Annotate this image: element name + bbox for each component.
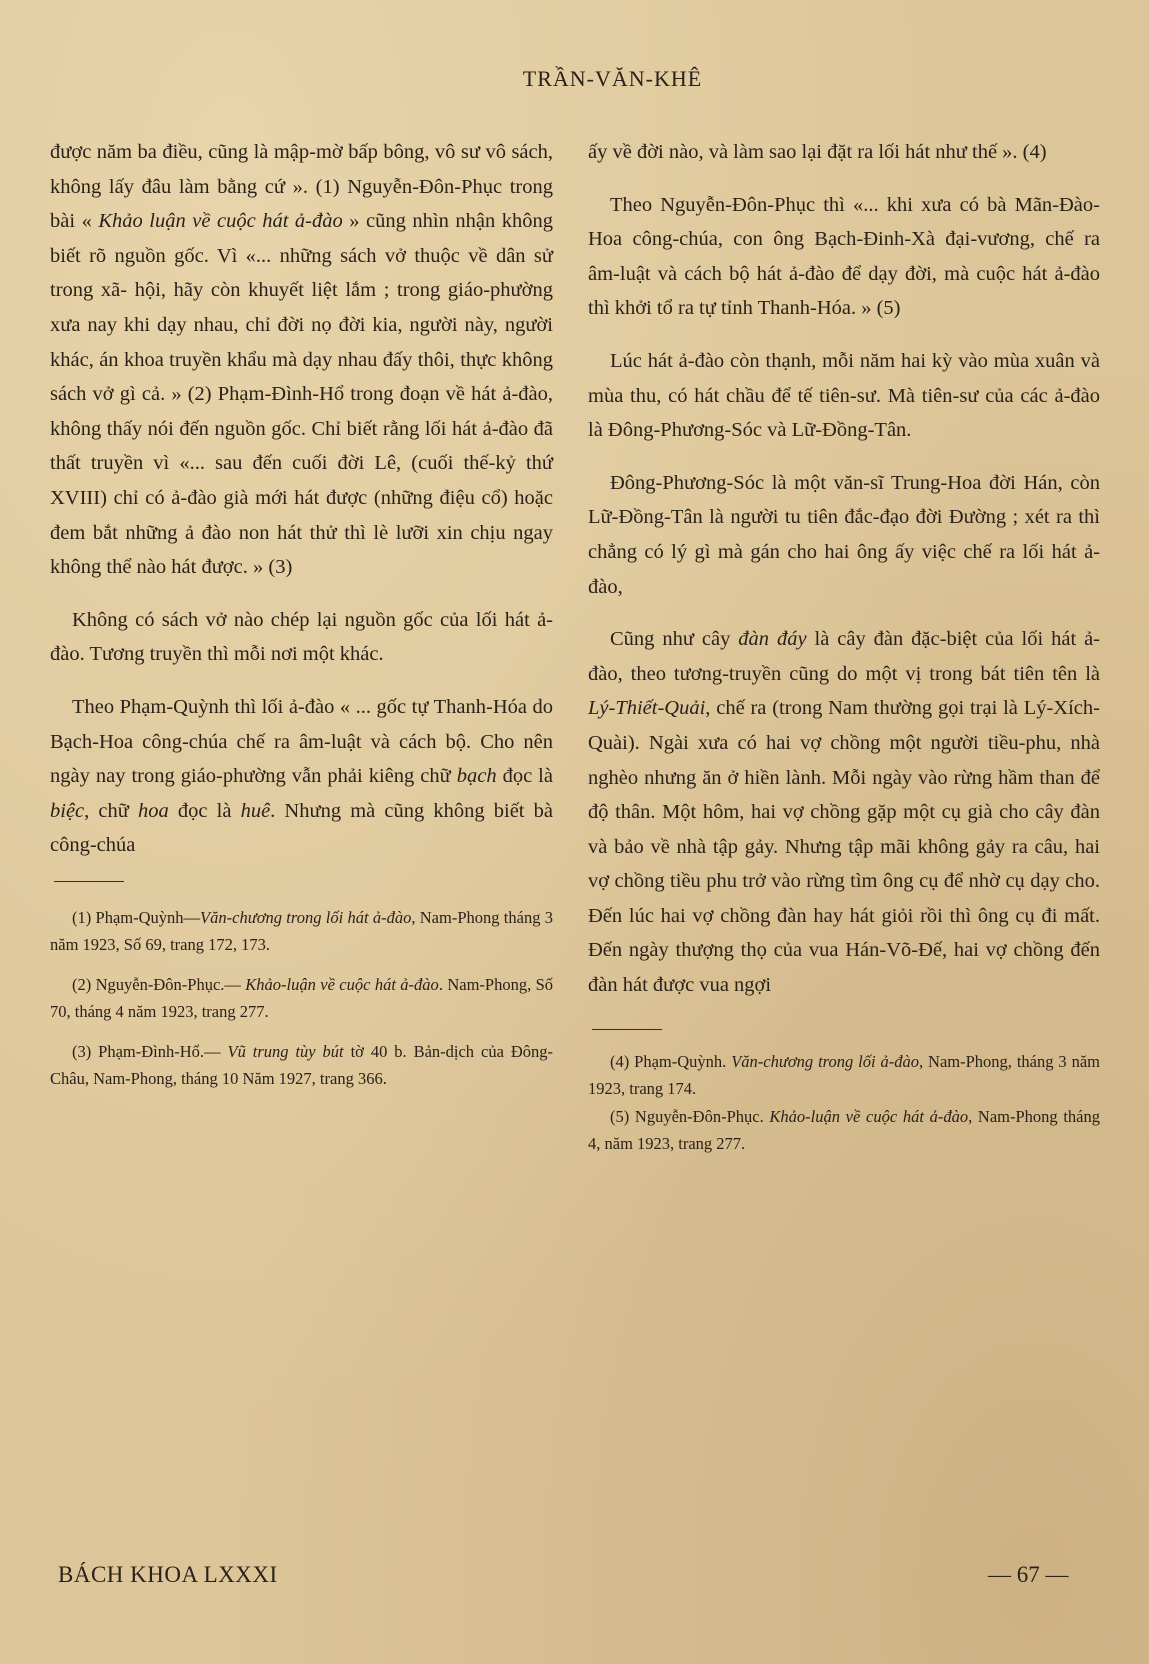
right-paragraph-3: Lúc hát ả-đào còn thạnh, mỗi năm hai kỳ vào mùa xuân và mùa thu, có hát chầu để tế tiên-sư. Mà tiên-sư của các ả-đào là Đông-Phương-Sóc và Lữ-Đồng-Tân. [588,349,1100,442]
emphasis-title: Khảo luận về cuộc hát ả-đào [98,210,343,233]
right-paragraph-4: Đông-Phương-Sóc là một văn-sĩ Trung-Hoa đời Hán, còn Lữ-Đồng-Tân là người tu tiên đắc-đạo đời Đường ; xét ra thì chẳng có lý gì mà gán cho hai ông ấy việc chế ra lối hát ả-đào, [588,471,1100,598]
text-run: , chế ra (trong Nam thường gọi trại là Lý-Xích-Quài). Ngài xưa có hai vợ chồng một người tiều-phu, nhà nghèo nhưng ăn ở hiền lành. Mỗi ngày vào rừng hầm than để độ thân. Một hôm, hai vợ chồng gặp một cụ già cho cây đàn và bảo về nhà tập gảy. Nhưng tập mãi không gảy ra câu, hai vợ chồng tiều phu trở vào rừng tìm ông cụ để nhờ cụ dạy cho. Đến lúc hai vợ chồng đàn hay hát giỏi rồi thì ông cụ đi mất. Đến ngày thượng thọ của vua Hán-Võ-Đế, hai vợ chồng đến đàn hát được vua ngợi [588,697,1100,997]
footnote-5 [588,1103,1100,1158]
text-run: . Nam-Phong, Số 70, tháng 4 năm 1923, trang 277. [50,974,554,1022]
emphasis-word: hoa [138,799,169,822]
right-paragraph-1: ấy về đời nào, và làm sao lại đặt ra lối hát như thế ». (4) [588,141,1047,163]
text-run: (1) Phạm-Quỳnh— [72,907,201,927]
text-run: . Nhưng mà cũng không biết bà công-chúa [50,799,553,857]
emphasis-title: Khảo-luận về cuộc hát ả-đào [245,974,439,994]
text-run: (5) Nguyễn-Đôn-Phục. [610,1106,770,1126]
text-run: (3) Phạm-Đình-Hổ.— [72,1041,228,1061]
text-run: đọc là [496,765,553,788]
text-run: được năm ba điều, cũng là mập-mờ bấp bông, vô sư vô sách, không lấy đâu làm bằng cứ ». (1) Nguyễn-Đôn-Phục trong bài « [50,141,553,233]
emphasis-title: Khảo-luận về cuộc hát ả-đào [769,1106,969,1126]
magazine-title: BÁCH KHOA LXXXI [58,1562,278,1587]
left-footnotes [50,904,553,1093]
right-footnotes [588,1048,1100,1158]
emphasis-title: Vũ trung tùy bút [227,1041,344,1061]
left-paragraph-1 [50,135,553,585]
text-run: , chữ [84,799,139,822]
right-column [588,135,1100,1158]
text-run: (4) Phạm-Quỳnh. [610,1051,732,1071]
left-paragraph-3 [50,690,553,863]
left-column [50,135,553,1105]
running-header [0,66,1149,92]
header-author: TRẦN-VĂN-KHÊ [522,66,703,91]
text-run: tờ 40 b. Bản-dịch của Đông-Châu, Nam-Phong, tháng 10 Năm 1927, trang 366. [50,1041,553,1089]
footnote-1 [50,904,553,959]
text-run: Theo Phạm-Quỳnh thì lối ả-đào « ... gốc tự Thanh-Hóa do Bạch-Hoa công-chúa chế ra âm-luật và cách bộ. Cho nên ngày nay trong giáo-phường vẫn phải kiêng chữ [50,695,553,788]
text-run: (2) Nguyễn-Đôn-Phục.— [72,974,246,994]
emphasis-word: bạch [456,765,497,788]
right-paragraph-5 [588,622,1100,1003]
footnote-divider [54,881,124,882]
emphasis-title: Văn-chương trong lối ả-đào [731,1051,919,1071]
footnote-divider [592,1029,662,1030]
footnote-4 [588,1048,1100,1103]
footnote-2 [50,971,553,1026]
text-run: , Nam-Phong tháng 3 năm 1923, Số 69, trang 172, 173. [50,907,554,955]
left-paragraph-2: Không có sách vở nào chép lại nguồn gốc của lối hát ả-đào. Tương truyền thì mỗi nơi một khác. [50,608,553,666]
emphasis-name: Lý-Thiết-Quải [588,697,706,720]
right-paragraph-2: Theo Nguyễn-Đôn-Phục thì «... khi xưa có bà Mãn-Đào-Hoa công-chúa, con ông Bạch-Đinh-Xà đại-vương, chế ra âm-luật và cách bộ hát ả-đào để dạy đời, mà cuộc hát ả-đào thì khởi tổ ra tự tỉnh Thanh-Hóa. » (5) [588,193,1100,320]
emphasis-word: biệc [50,799,85,822]
text-run: , Nam-Phong tháng 4, năm 1923, trang 277. [588,1106,1100,1154]
text-run: là cây đàn đặc-biệt của lối hát ả-đào, theo tương-truyền cũng do một vị trong bát tiên tên là [588,628,1100,685]
page-number: — 67 — [988,1562,1069,1587]
text-run: » cũng nhìn nhận không biết rõ nguồn gốc. Vì «... những sách vở thuộc về dân sử trong xã- hội, hãy còn khuyết liệt lắm ; trong giáo-phường xưa nay khi dạy nhau, chỉ đời nọ đời kia, người này, người khác, án khoa truyền khẩu mà dạy nhau đấy thôi, thực không sách vở gì cả. » (2) Phạm-Đình-Hổ trong đoạn về hát ả-đào, không thấy nói đến nguồn gốc. Chỉ biết rằng lối hát ả-đào đã thất truyền vì «... sau đến cuối đời Lê, (cuối thế-kỷ thứ XVIII) chỉ có ả-đào già mới hát được (những điệu cổ) hoặc đem bắt những ả đào non hát thử thì lè lưỡi xin chịu ngay không thể nào hát được. » (3) [50,210,553,579]
emphasis-word: đàn đáy [738,628,807,651]
text-run: Cũng như cây [610,628,739,651]
text-run: đọc là [168,799,241,822]
footnote-3 [50,1038,553,1093]
text-run: , Nam-Phong, tháng 3 năm 1923, trang 174. [588,1051,1101,1099]
emphasis-word: huê [240,799,271,822]
emphasis-title: Văn-chương trong lối hát ả-đào [200,907,412,927]
